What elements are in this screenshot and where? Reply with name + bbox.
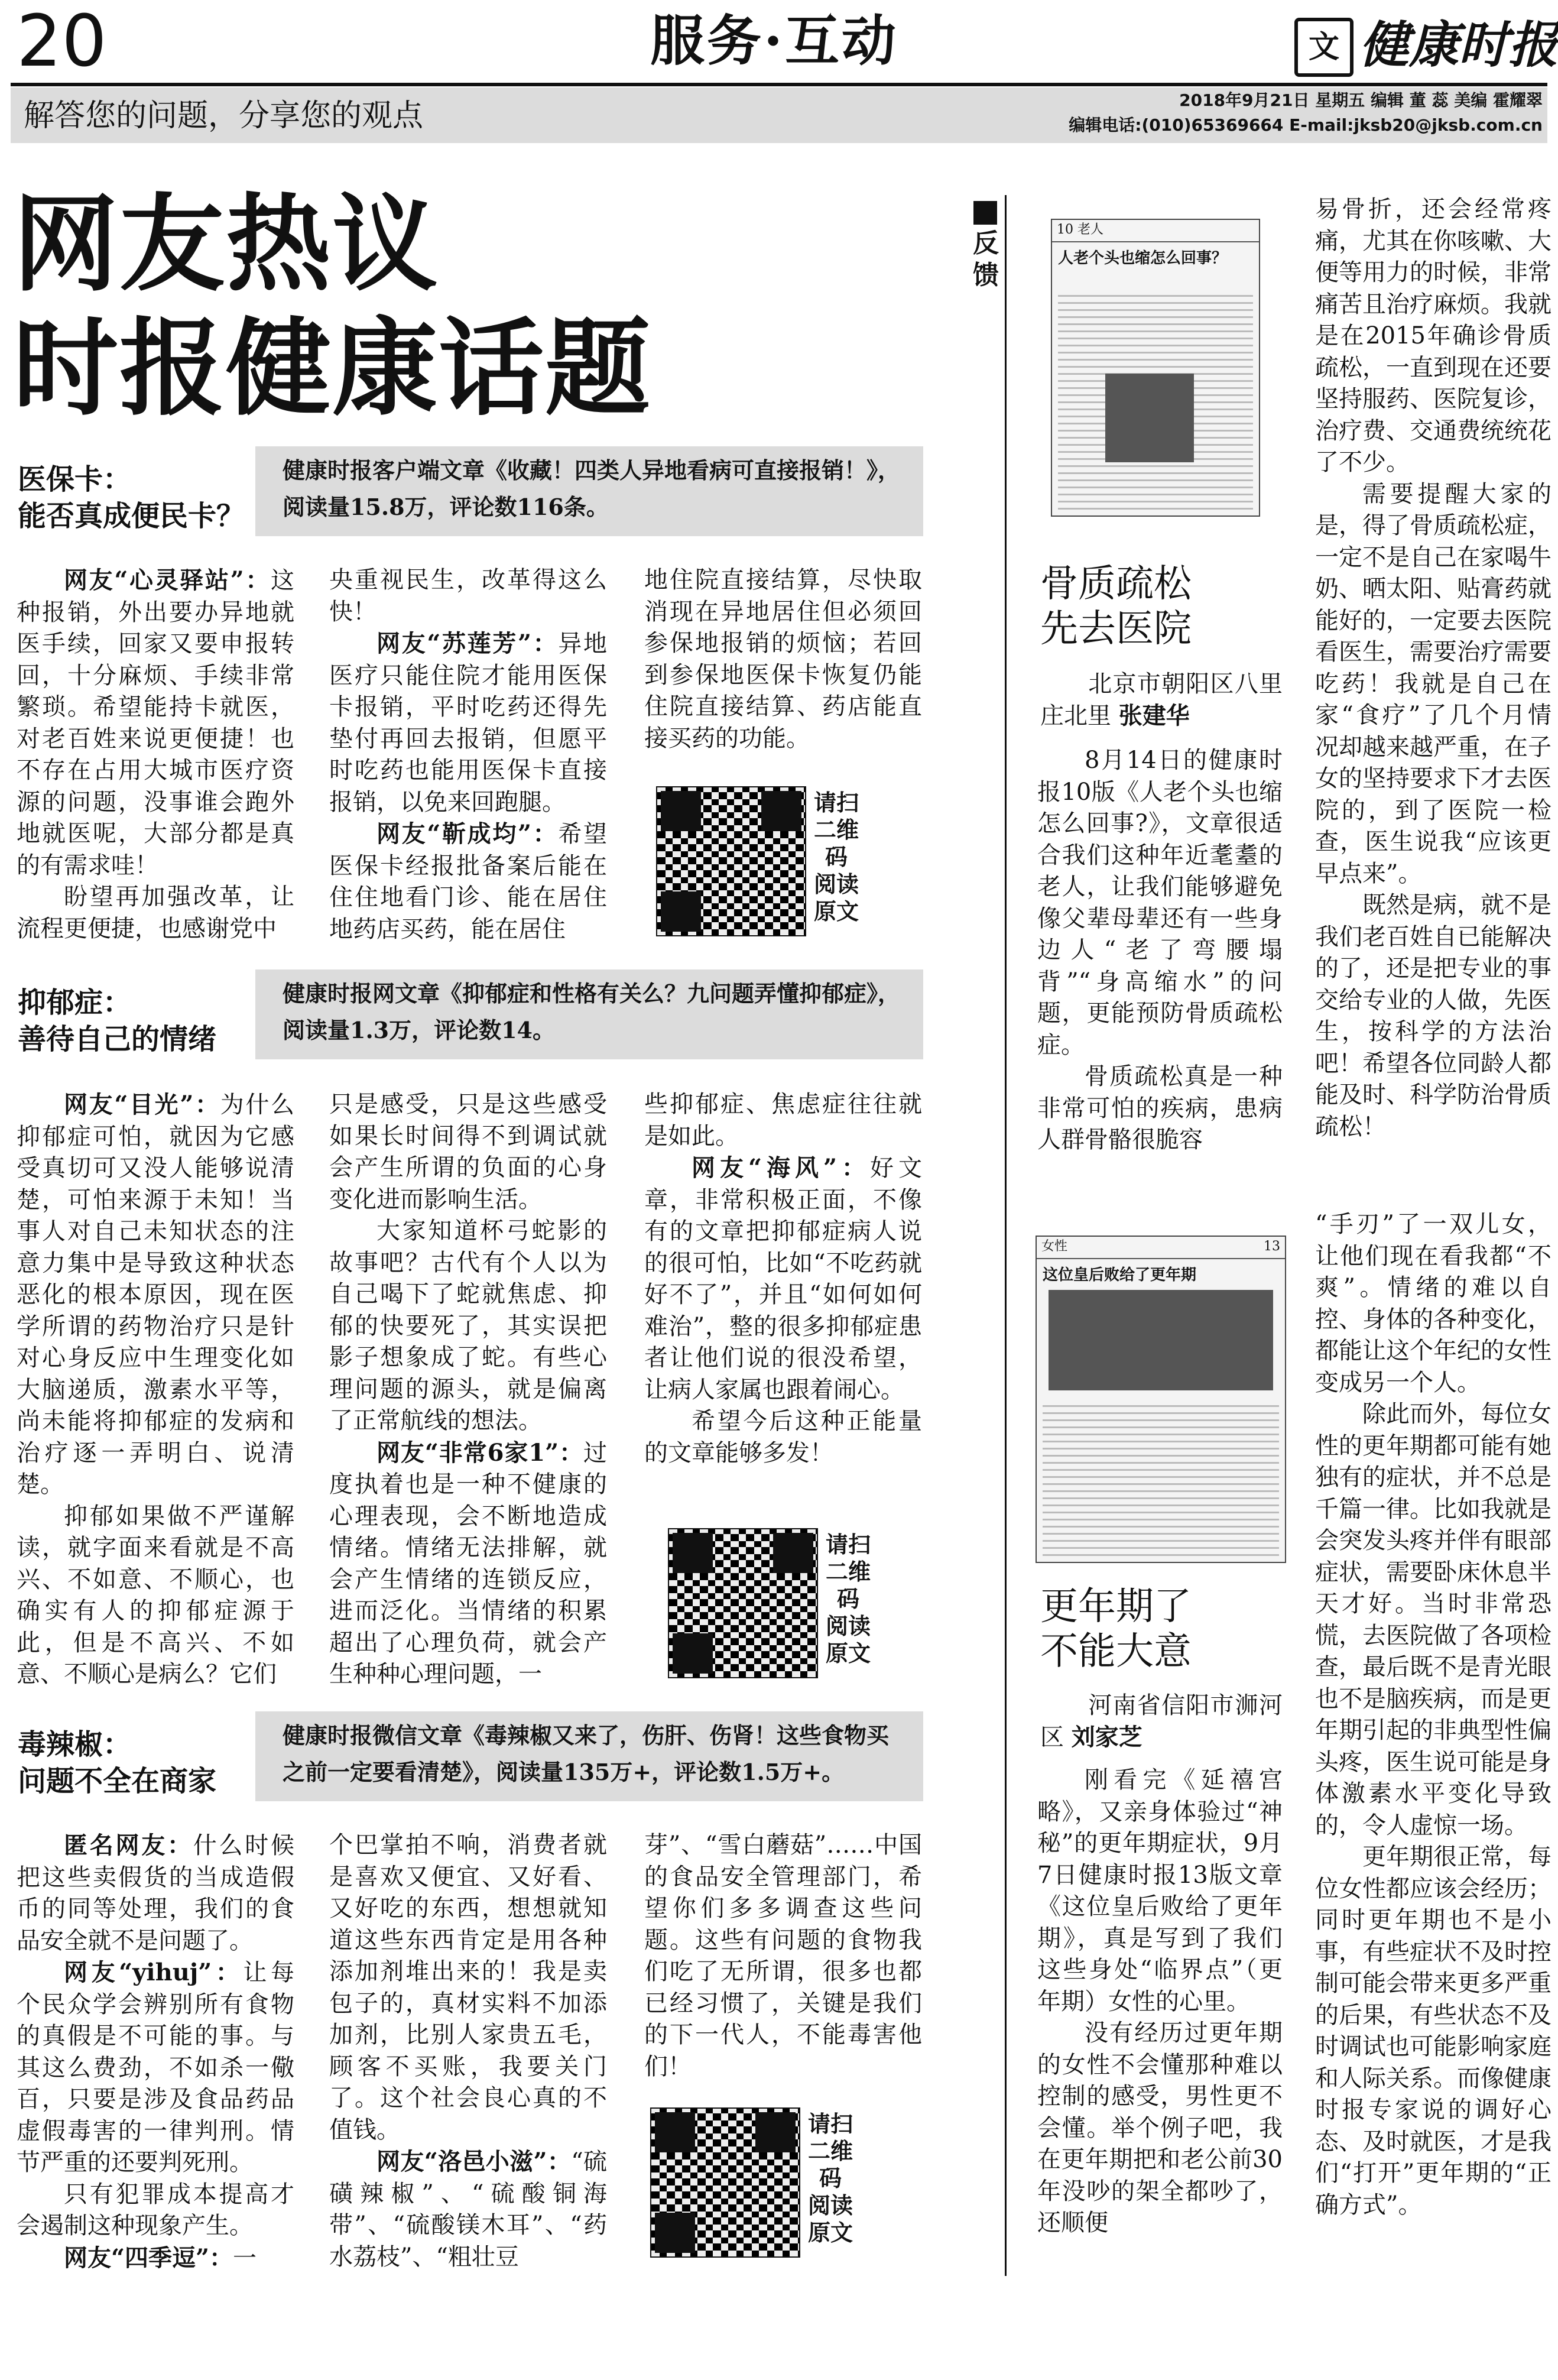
topic-label-line2: 善待自己的情绪 xyxy=(18,1023,217,1056)
paragraph xyxy=(17,1830,294,1957)
paragraph xyxy=(329,1437,607,1691)
paragraph-text: “手刃”了一双儿女，让他们现在看我都“不爽”。情绪的难以自控、身体的各种变化，都能让这个年纪的女性变成另一个人。 xyxy=(1315,1211,1551,1396)
paragraph xyxy=(329,565,607,628)
paragraph-text: 既然是病，就不是我们老百姓自已能解决的了，还是把专业的事交给专业的人做，先医生，按科学的方法治吧！希望各位同龄人都能及时、科学防治骨质疏松！ xyxy=(1315,891,1551,1140)
paragraph xyxy=(1315,194,1551,479)
paragraph xyxy=(17,1089,294,1501)
main-headline-line2: 时报健康话题 xyxy=(13,306,651,430)
paragraph xyxy=(329,1215,607,1437)
paragraph xyxy=(17,1501,294,1691)
paragraph-text: 刚看完《延禧宫略》，又亲身体验过“神秘”的更年期症状，9月7日健康时报13版文章《这位皇后败给了更年期》，真是写到了我们这些身处“临界点”（更年期）女性的心里。 xyxy=(1037,1766,1283,2015)
topic-label xyxy=(18,461,245,534)
paragraph-text: 只有犯罪成本提高才会遏制这种现象产生。 xyxy=(17,2180,294,2239)
paragraph-text: 大家知道杯弓蛇影的故事吧？古代有个人以为自己喝下了蛇就焦虑、抑郁的快要死了，其实误把影子想象成了蛇。有些心理问题的源头，就是偏离了正常航线的想法。 xyxy=(329,1217,607,1434)
feedback-title-line2: 先去医院 xyxy=(1040,607,1192,651)
topic-label xyxy=(18,1726,216,1799)
paragraph-text: 没有经历过更年期的女性不会懂那种难以控制的感受，男性更不会懂。举个例子吧，我在更年期把和老公前30年没吵的架全都吵了，还顺便 xyxy=(1037,2019,1283,2236)
feedback-tag: 反馈 xyxy=(973,228,999,290)
author-name: 张建华 xyxy=(1118,702,1190,729)
thumb-page: 13 xyxy=(1264,1239,1280,1254)
topic-column xyxy=(329,1089,607,1691)
paragraph xyxy=(644,565,922,754)
brand-name: 健康时报 xyxy=(1359,15,1558,74)
paragraph xyxy=(329,628,607,818)
section-title: 服务·互动 xyxy=(650,9,899,73)
paragraph-text: 抑郁如果做不严谨解读，就字面来看就是不高兴、不如意、不顺心，也确实有人的抑郁症源于此，但是不高兴、不如意、不顺心是病么？它们 xyxy=(17,1502,294,1688)
paragraph xyxy=(1315,1209,1551,1399)
topic-label-line1: 医保卡： xyxy=(18,463,132,496)
feedback-column xyxy=(1315,1209,1551,2221)
topic-label-line1: 毒辣椒： xyxy=(18,1728,132,1761)
paragraph-text: 什么时候把这些卖假货的当成造假币的同等处理，我们的食品安全就不是问题了。 xyxy=(17,1832,294,1954)
topic-column xyxy=(17,565,294,945)
topic-column xyxy=(644,1830,922,2083)
topic-column xyxy=(329,1830,607,2273)
paragraph-text: “硫磺辣椒”、“硫酸铜海带”、“硫酸镁木耳”、“药水荔枝”、“粗壮豆 xyxy=(329,2148,608,2271)
thumb-photo xyxy=(1049,1290,1273,1390)
paragraph-text: 只是感受，只是这些感受如果长时间得不到调试就会产生所谓的负面的心身变化进而影响生活。 xyxy=(329,1091,607,1213)
paragraph-text: 希望今后这种正能量的文章能够多发！ xyxy=(644,1408,922,1467)
contact-line: 编辑电话:(010)65369664 E-mail:jksb20@jksb.com.cn xyxy=(1069,115,1543,135)
paragraph xyxy=(17,881,294,945)
topic-info-box: 健康时报微信文章《毒辣椒又来了，伤肝、伤肾！这些食物买之前一定要看清楚》，阅读量135万+，评论数1.5万+。 xyxy=(255,1711,923,1801)
commenter-name: 网友“海风”： xyxy=(692,1154,871,1182)
paragraph-text: 些抑郁症、焦虑症往往就是如此。 xyxy=(644,1091,922,1150)
paragraph-text: 过度执着也是一种不健康的心理表现，会不断地造成情绪。情绪无法排解，就会产生情绪的连锁反应，进而泛化。当情绪的积累超出了心理负荷，就会产生种种心理问题，一 xyxy=(329,1439,607,1688)
commenter-name: 网友“靳成均”： xyxy=(376,820,559,848)
topic-info-box: 健康时报客户端文章《收藏！四类人异地看病可直接报销！》，阅读量15.8万，评论数116条。 xyxy=(255,446,923,536)
feedback-title-line1: 更年期了 xyxy=(1040,1585,1192,1629)
thumb-text-lines xyxy=(1043,1402,1279,1556)
paragraph-text: 希望医保卡经报批备案后能在住住地看门诊、能在居住地药店买药，能在居住 xyxy=(329,821,608,943)
commenter-name: 网友“心灵驿站”： xyxy=(64,566,271,594)
paragraph-text: 易骨折，还会经常疼痛，尤其在你咳嗽、大便等用力的时候，非常痛苦且治疗麻烦。我就是在2015年确诊骨质疏松，一直到现在还要坚持服药、医院复诊，治疗费、交通费统统花了不少。 xyxy=(1315,196,1551,476)
thumb-title: 人老个头也缩怎么回事？ xyxy=(1058,249,1228,267)
feedback-author xyxy=(1040,668,1283,732)
paragraph-text: 异地医疗只能住院才能用医保卡报销，平时吃药还得先垫付再回去报销，但愿平时吃药也能用医保卡直接报销，以免来回跑腿。 xyxy=(329,630,608,816)
qr-caption: 请扫二维码 阅读原文 xyxy=(825,1531,871,1666)
column-divider xyxy=(1005,195,1007,2276)
main-headline-line1: 网友热议 xyxy=(13,182,439,306)
paragraph xyxy=(329,1089,607,1215)
paragraph-text: 芽”、“雪白蘑菇”……中国的食品安全管理部门，希望你们多多调查这些问题。这些有问题的食物我们吃了无所谓，很多也都已经习惯了，关键是我们的下一代人，不能毒害他们！ xyxy=(644,1831,922,2080)
paragraph xyxy=(1037,2018,1283,2239)
paragraph-text: 除此而外，每位女性的更年期都可能有她独有的症状，并不总是千篇一律。比如我就是会突发头疼并伴有眼部症状，需要卧床休息半天才好。当时非常恐慌，去医院做了各项检查，最后既不是青光眼也不是脑疾病，而是更年期引起的非典型性偏头疼，医生说可能是身体激素水平变化导致的，令人虚惊一场。 xyxy=(1315,1400,1551,1839)
newspaper-thumbnail xyxy=(1036,1236,1286,1563)
header-rule xyxy=(11,83,1547,86)
tagline: 解答您的问题，分享您的观点 xyxy=(24,98,424,134)
paragraph xyxy=(1315,479,1551,890)
thumb-page: 10 xyxy=(1057,222,1073,237)
topic-column xyxy=(644,565,922,754)
paragraph xyxy=(329,818,607,945)
brand-logo-icon: 文 xyxy=(1294,18,1353,77)
paragraph: 骨质疏松真是一种非常可怕的疾病，患病人群骨骼很脆容 xyxy=(1037,1063,1283,1153)
author-place: 河南省信阳市浉河区 xyxy=(1040,1692,1283,1751)
paragraph-text: 地住院直接结算，尽快取消现在异地居住但必须回参保地报销的烦恼；若回到参保地医保卡恢复仍能住院直接结算、药店能直接买药的功能。 xyxy=(644,566,922,752)
feedback-column xyxy=(1037,1765,1283,2239)
qr-code-icon[interactable] xyxy=(656,786,806,936)
feedback-title-line1: 骨质疏松 xyxy=(1040,562,1192,606)
commenter-name: 网友“目光”： xyxy=(64,1091,220,1118)
qr-code-icon[interactable] xyxy=(668,1528,818,1678)
paragraph xyxy=(644,1152,922,1406)
thumb-section: 女性 xyxy=(1041,1239,1068,1254)
topic-column xyxy=(17,1830,294,2274)
paragraph xyxy=(1315,890,1551,1143)
commenter-name: 网友“洛邑小滋”： xyxy=(376,2148,572,2175)
paragraph xyxy=(644,1406,922,1469)
newspaper-thumbnail xyxy=(1051,219,1260,517)
paragraph xyxy=(644,1830,922,2083)
paragraph xyxy=(329,2146,607,2273)
topic-label-line1: 抑郁症： xyxy=(18,986,132,1019)
paragraph xyxy=(17,2179,294,2242)
paragraph xyxy=(17,1957,294,2179)
topic-column xyxy=(329,565,607,945)
topic-info-box: 健康时报网文章《抑郁症和性格有关么？九问题弄懂抑郁症》，阅读量1.3万，评论数14。 xyxy=(255,969,923,1059)
author-name: 刘家芝 xyxy=(1071,1723,1142,1751)
feedback-author xyxy=(1040,1690,1283,1753)
thumb-section: 老人 xyxy=(1077,222,1104,237)
feedback-square-icon xyxy=(973,201,997,225)
paragraph-text: 让每个民众学会辨别所有食物的真假是不可能的事。与其这么费劲，不如杀一儆百，只要是涉及食品药品虚假毒害的一律判刑。情节严重的还要判死刑。 xyxy=(17,1959,295,2176)
paragraph-text: 个巴掌拍不响，消费者就是喜欢又便宜、又好看、又好吃的东西，想想就知道这些东西肯定是用各种添加剂堆出来的！我是卖包子的，真材实料不加添加剂，比别人家贵五毛，顾客不买账，我要关门了。这个社会良心真的不值钱。 xyxy=(329,1831,607,2144)
qr-caption: 请扫二维码 阅读原文 xyxy=(807,2110,853,2246)
topic-column xyxy=(644,1089,922,1469)
commenter-name: 网友“四季逗”： xyxy=(64,2243,233,2272)
paragraph xyxy=(1037,1765,1283,2018)
paragraph xyxy=(1315,1399,1551,1841)
commenter-name: 网友“非常6家1”： xyxy=(376,1438,583,1467)
paragraph-text: 央重视民生，改革得这么快！ xyxy=(329,566,607,625)
feedback-title-line2: 不能大意 xyxy=(1040,1630,1192,1674)
feedback-title xyxy=(1040,562,1192,651)
editor-line: 2018年9月21日 星期五 编辑 董 蕊 美编 霍耀翠 xyxy=(1179,90,1543,110)
paragraph xyxy=(17,565,294,881)
paragraph-text: 盼望再加强改革，让流程更便捷，也感谢党中 xyxy=(17,883,294,942)
thumb-photo xyxy=(1105,374,1194,462)
paragraph-text: 需要提醒大家的是，得了骨质疏松症，一定不是自己在家喝牛奶、晒太阳、贴膏药就能好的，一定要去医院看医生，需要治疗需要吃药！我就是自己在家“食疗”了几个月情况却越来越严重，在子女的坚持要求下才去医院的，到了医院一检查，医生说我“应该更早点来”。 xyxy=(1315,480,1551,887)
topic-label-line2: 问题不全在商家 xyxy=(18,1765,217,1798)
paragraph-text: 更年期很正常，每位女性都应该会经历；同时更年期也不是小事，有些症状不及时控制可能会带来更多严重的后果，有些状态不及时调试也可能影响家庭和人际关系。而像健康时报专家说的调好心态、及时就医，才是我们“打开”更年期的“正确方式”。 xyxy=(1315,1843,1551,2219)
qr-code-icon[interactable] xyxy=(650,2107,800,2258)
commenter-name: 网友“苏莲芳”： xyxy=(376,630,559,657)
commenter-name: 匿名网友： xyxy=(64,1831,193,1859)
thumb-title: 这位皇后败给了更年期 xyxy=(1043,1266,1197,1284)
paragraph-text: 为什么抑郁症可怕，就因为它感受真切可又没人能够说清楚，可怕来源于未知！当事人对自己未知状态的注意力集中是导致这种状态恶化的根本原因，现在医学所谓的药物治疗只是针对心身反应中生理变化如大脑递质，激素水平等，尚未能将抑郁症的发病和治疗逐一弄明白、说清楚。 xyxy=(17,1091,295,1498)
paragraph-text: 这种报销，外出要办异地就医手续，回家又要申报转回，十分麻烦、手续非常繁琐。希望能持卡就医，对老百姓来说更便捷！也不存在占用大城市医疗资源的问题，没事谁会跑外地就医呢，大部分都是真的有需求哇！ xyxy=(17,567,294,879)
commenter-name: 网友“yihuj”： xyxy=(64,1959,244,1986)
topic-column xyxy=(17,1089,294,1691)
author-place: 北京市朝阳区八里庄北里 xyxy=(1040,670,1283,729)
feedback-column xyxy=(1037,745,1283,1156)
topic-label-line2: 能否真成便民卡？ xyxy=(18,500,245,533)
paragraph xyxy=(329,1830,607,2146)
feedback-column xyxy=(1315,194,1551,1143)
paragraph xyxy=(1315,1841,1551,2221)
qr-caption: 请扫二维码 阅读原文 xyxy=(813,789,859,925)
paragraph-text: 一 xyxy=(233,2244,257,2272)
paragraph xyxy=(17,2242,294,2275)
paragraph: 8月14日的健康时报10版《人老个头也缩怎么回事?》，文章很适合我们这种年近耄耋的老人，让我们能够避免像父辈母辈还有一些身边人“老了弯腰塌背”“身高缩水”的问题，更能预防骨质疏松症。 xyxy=(1037,747,1283,1059)
page-number: 20 xyxy=(17,1,107,83)
topic-label xyxy=(18,984,216,1058)
paragraph-text: 好文章，非常积极正面，不像有的文章把抑郁症病人说的很可怕，比如“不吃药就好不了”，并且“如何如何难治”，整的很多抑郁症患者让他们说的很没希望，让病人家属也跟着闹心。 xyxy=(644,1155,923,1403)
paragraph xyxy=(644,1089,922,1152)
feedback-title xyxy=(1040,1584,1192,1674)
